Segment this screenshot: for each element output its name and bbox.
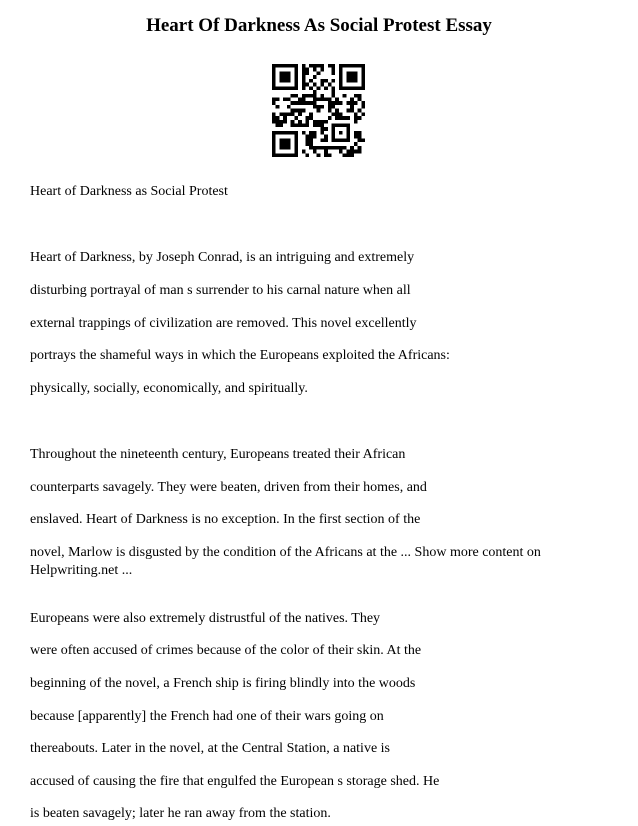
paragraph-line: beginning of the novel, a French ship is firing blindly into the woods xyxy=(30,676,416,691)
paragraph-line: Europeans were also extremely distrustful of the natives. They xyxy=(30,611,381,626)
document-title: Heart Of Darkness As Social Protest Essay xyxy=(146,15,492,36)
paragraph-line: Throughout the nineteenth century, Europeans treated their African xyxy=(30,447,406,462)
paragraph-line: enslaved. Heart of Darkness is no exception. In the first section of the xyxy=(30,512,421,527)
document-subtitle: Heart of Darkness as Social Protest xyxy=(30,184,228,199)
paragraph-line: thereabouts. Later in the novel, at the Central Station, a native is xyxy=(30,741,391,756)
paragraph-line: counterparts savagely. They were beaten, driven from their homes, and xyxy=(30,480,427,495)
paragraph-line: portrays the shameful ways in which the Europeans exploited the Africans: xyxy=(30,348,450,363)
qr-code-icon xyxy=(272,64,365,157)
paragraph-line: is beaten savagely; later he ran away from the station. xyxy=(30,806,331,821)
source-link[interactable]: Helpwriting.net ... xyxy=(30,563,133,578)
paragraph-line: were often accused of crimes because of the color of their skin. At the xyxy=(30,643,422,658)
paragraph-line: because [apparently] the French had one of their wars going on xyxy=(30,709,384,724)
paragraph-line: disturbing portrayal of man s surrender to his carnal nature when all xyxy=(30,283,411,298)
paragraph-line: novel, Marlow is disgusted by the condition of the Africans at the ... Show more content on xyxy=(30,545,541,560)
paragraph-line: Heart of Darkness, by Joseph Conrad, is an intriguing and extremely xyxy=(30,250,415,265)
paragraph-line: accused of causing the fire that engulfed the European s storage shed. He xyxy=(30,774,440,789)
paragraph-line: external trappings of civilization are removed. This novel excellently xyxy=(30,316,417,331)
paragraph-line: physically, socially, economically, and spiritually. xyxy=(30,381,308,396)
